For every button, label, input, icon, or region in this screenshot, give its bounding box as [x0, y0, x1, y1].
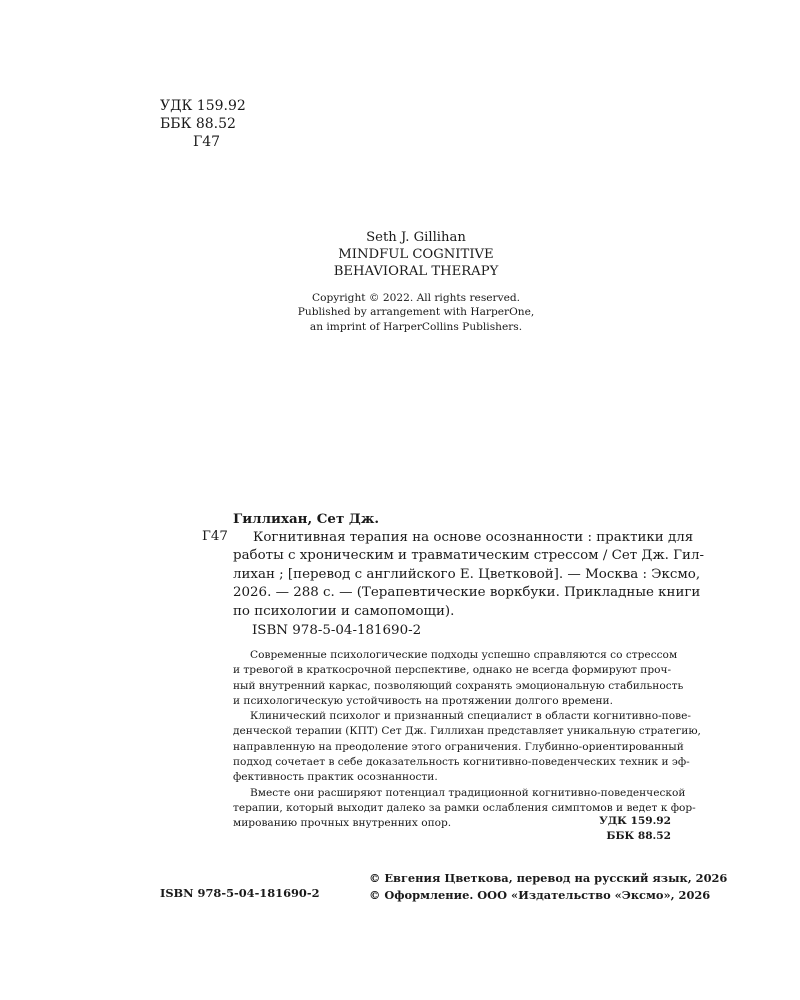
- catalog-codes: [160, 97, 246, 151]
- copyright-line-2: Published by arrangement with HarperOne,: [297, 306, 535, 319]
- annotation-line: ный внутренний каркас, позволяющий сохранять эмоциональную стабильность: [233, 679, 684, 692]
- original-author: Seth J. Gillihan: [366, 230, 466, 245]
- annotation-line: фективность практик осознанности.: [233, 771, 438, 784]
- copyright-line-3: an imprint of HarperCollins Publishers.: [309, 320, 523, 333]
- bibliographic-isbn: ISBN 978-5-04-181690-2: [252, 623, 422, 638]
- annotation-codes: [560, 814, 671, 845]
- publisher-credits: [369, 870, 727, 904]
- author-mark: Г47: [193, 134, 221, 150]
- bibliographic-description: [233, 529, 704, 622]
- bibliographic-line: Когнитивная терапия на основе осознанности : практики для: [253, 529, 694, 545]
- annotation-line: и психологическую устойчивость на протяжении долгого времени.: [233, 694, 613, 707]
- original-title-block: [240, 229, 592, 280]
- original-title-line-1: MINDFUL COGNITIVE: [338, 247, 494, 262]
- copyright-notice: [240, 291, 592, 334]
- annotation-line: направленную на преодоление этого ограничения. Глубинно-ориентированный: [233, 740, 684, 753]
- annotation-paragraph: [233, 648, 684, 709]
- annotation-udk: УДК 159.92: [599, 815, 671, 827]
- annotation-line: Современные психологические подходы успешно справляются со стрессом: [250, 649, 678, 661]
- annotation: [233, 648, 701, 832]
- bibliographic-line: работы с хроническим и травматическим стрессом / Сет Дж. Гил-: [233, 548, 704, 563]
- annotation-line: Вместе они расширяют потенциал традиционной когнитивно-поведенческой: [250, 786, 686, 799]
- bibliographic-line: лихан ; [перевод с английского Е. Цветковой]. — Москва : Эксмо,: [233, 566, 701, 582]
- bibliographic-mark: Г47: [202, 529, 228, 544]
- bibliographic-author: Гиллихан, Сет Дж.: [233, 511, 380, 527]
- annotation-line: Клинический психолог и признанный специалист в области когнитивно-пове-: [250, 710, 691, 723]
- bibliographic-line: по психологии и самопомощи).: [233, 603, 455, 619]
- bbk-code: ББК 88.52: [160, 116, 236, 132]
- annotation-bbk: ББК 88.52: [606, 830, 671, 843]
- annotation-line: терапии, который выходит далеко за рамки ослабления симптомов и ведет к фор-: [233, 801, 696, 814]
- annotation-line: подход сочетает в себе доказательность когнитивно-поведенческих техник и эф-: [233, 756, 690, 769]
- bibliographic-line: 2026. — 288 с. — (Терапевтические воркбуки. Прикладные книги: [233, 585, 701, 600]
- footer-isbn: ISBN 978-5-04-181690-2: [160, 886, 320, 900]
- bibliographic-entry: [233, 510, 704, 621]
- copyright-line-1: Copyright © 2022. All rights reserved.: [311, 292, 520, 304]
- annotation-line: денческой терапии (КПТ) Сет Дж. Гиллихан представляет уникальную стратегию,: [233, 725, 701, 738]
- udk-code: УДК 159.92: [160, 98, 246, 114]
- annotation-line: мированию прочных внутренних опор.: [233, 817, 452, 830]
- credit-design: © Оформление. ООО «Издательство «Эксмо», 2026: [369, 888, 711, 902]
- annotation-paragraph: [233, 709, 701, 785]
- original-title-line-2: BEHAVIORAL THERAPY: [333, 264, 499, 279]
- annotation-line: и тревогой в краткосрочной перспективе, однако не всегда формируют проч-: [233, 664, 672, 677]
- credit-translation: © Евгения Цветкова, перевод на русский язык, 2026: [369, 871, 728, 885]
